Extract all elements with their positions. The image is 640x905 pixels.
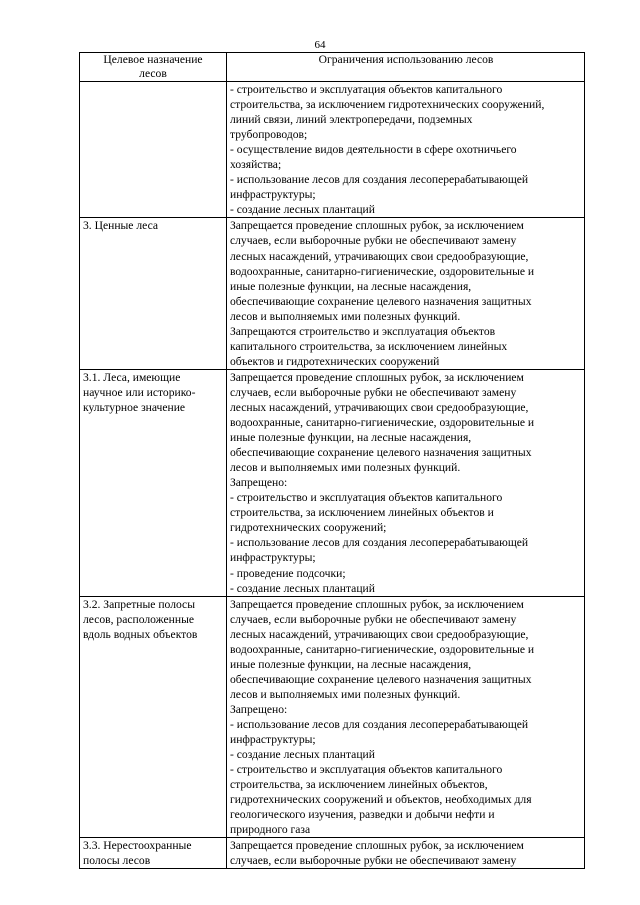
restriction-line: объектов и гидротехнических сооружений	[230, 354, 440, 368]
restriction-line: - осуществление видов деятельности в сфере охотничьего	[230, 143, 517, 157]
restriction-line: Запрещается проведение сплошных рубок, за исключением	[230, 839, 524, 853]
restrictions-cell	[227, 218, 585, 369]
restriction-line: - строительство и эксплуатация объектов капитального	[230, 763, 503, 777]
restriction-line: гидротехнических сооружений;	[230, 521, 387, 535]
restriction-line: - использование лесов для создания лесоперерабатывающей	[230, 536, 529, 550]
restriction-line: обеспечивающие сохранение целевого назначения защитных	[230, 672, 532, 686]
restriction-line: случаев, если выборочные рубки не обеспечивают замену	[230, 612, 517, 626]
restriction-line: строительства, за исключением гидротехнических сооружений,	[230, 98, 545, 112]
restriction-line: - создание лесных плантаций	[230, 581, 375, 595]
restriction-line: инфраструктуры;	[230, 733, 316, 747]
restriction-line: лесных насаждений, утрачивающих свои средообразующие,	[230, 400, 529, 414]
restriction-line: обеспечивающие сохранение целевого назначения защитных	[230, 446, 532, 460]
table-row	[80, 82, 585, 218]
restriction-line: хозяйства;	[230, 158, 282, 172]
table-row	[80, 369, 585, 596]
purpose-line: вдоль водных объектов	[83, 627, 198, 641]
restriction-line: случаев, если выборочные рубки не обеспечивают замену	[230, 385, 517, 399]
forest-restrictions-table	[79, 52, 585, 869]
restriction-line: Запрещается проведение сплошных рубок, за исключением	[230, 219, 524, 233]
restrictions-cell	[227, 82, 585, 218]
purpose-line: 3.2. Запретные полосы	[83, 597, 195, 611]
purpose-cell	[80, 82, 227, 218]
restriction-line: иные полезные функции, на лесные насаждения,	[230, 657, 472, 671]
restriction-line: водоохранные, санитарно-гигиенические, оздоровительные и	[230, 642, 535, 656]
purpose-line: культурное значение	[83, 400, 186, 414]
restriction-line: природного газа	[230, 823, 311, 837]
restriction-line: - проведение подсочки;	[230, 566, 346, 580]
purpose-line: научное или историко-	[83, 385, 196, 399]
purpose-cell	[80, 218, 227, 369]
restrictions-cell	[227, 838, 585, 869]
restriction-line: - строительство и эксплуатация объектов капитального	[230, 83, 503, 96]
purpose-cell	[80, 596, 227, 838]
restriction-line: Запрещается проведение сплошных рубок, за исключением	[230, 597, 524, 611]
restriction-line: гидротехнических сооружений и объектов, необходимых для	[230, 793, 532, 807]
restriction-line: - создание лесных плантаций	[230, 748, 375, 762]
restriction-line: обеспечивающие сохранение целевого назначения защитных	[230, 294, 532, 308]
page-number: 64	[314, 39, 326, 51]
table-row	[80, 838, 585, 869]
restrictions-cell	[227, 596, 585, 838]
purpose-line: полосы лесов	[83, 854, 151, 868]
restriction-line: Запрещено:	[230, 702, 288, 716]
header-restrictions: Ограничения использованию лесов	[227, 53, 585, 82]
restriction-line: строительства, за исключением линейных объектов,	[230, 778, 488, 792]
purpose-line: 3.3. Нерестоохранные	[83, 839, 192, 853]
restriction-line: водоохранные, санитарно-гигиенические, оздоровительные и	[230, 416, 535, 430]
restrictions-cell	[227, 369, 585, 596]
purpose-line: 3.1. Леса, имеющие	[83, 370, 181, 384]
restriction-line: - строительство и эксплуатация объектов капитального	[230, 491, 503, 505]
restriction-line: - использование лесов для создания лесоперерабатывающей	[230, 173, 529, 187]
restriction-line: лесных насаждений, утрачивающих свои средообразующие,	[230, 627, 529, 641]
purpose-line: лесов, расположенные	[83, 612, 195, 626]
restriction-line: лесных насаждений, утрачивающих свои средообразующие,	[230, 249, 529, 263]
restriction-line: строительства, за исключением линейных объектов и	[230, 506, 494, 520]
restriction-line: лесов и выполняемых ими полезных функций.	[230, 461, 461, 475]
table-row	[80, 596, 585, 838]
restriction-line: капитального строительства, за исключением линейных	[230, 339, 508, 353]
restriction-line: инфраструктуры;	[230, 188, 316, 202]
table-body	[80, 82, 585, 869]
table-row	[80, 218, 585, 369]
restriction-line: водоохранные, санитарно-гигиенические, оздоровительные и	[230, 264, 535, 278]
restriction-line: Запрещается проведение сплошных рубок, за исключением	[230, 370, 524, 384]
restriction-line: инфраструктуры;	[230, 551, 316, 565]
purpose-line: 3. Ценные леса	[83, 219, 159, 233]
restriction-line: - использование лесов для создания лесоперерабатывающей	[230, 717, 529, 731]
header-purpose: Целевое назначение лесов	[80, 53, 227, 82]
restriction-line: Запрещаются строительство и эксплуатация объектов	[230, 324, 496, 338]
purpose-cell	[80, 838, 227, 869]
restriction-line: геологического изучения, разведки и добычи нефти и	[230, 808, 495, 822]
restriction-line: иные полезные функции, на лесные насаждения,	[230, 431, 472, 445]
restriction-line: линий связи, линий электропередачи, подземных	[230, 113, 473, 127]
restriction-line: случаев, если выборочные рубки не обеспечивают замену	[230, 854, 517, 868]
restriction-line: случаев, если выборочные рубки не обеспечивают замену	[230, 234, 517, 248]
purpose-cell	[80, 369, 227, 596]
restriction-line: трубопроводов;	[230, 128, 308, 142]
restriction-line: иные полезные функции, на лесные насаждения,	[230, 279, 472, 293]
restriction-line: Запрещено:	[230, 476, 288, 490]
restriction-line: лесов и выполняемых ими полезных функций.	[230, 687, 461, 701]
restriction-line: лесов и выполняемых ими полезных функций.	[230, 309, 461, 323]
restriction-line: - создание лесных плантаций	[230, 203, 375, 217]
table-header-row	[80, 53, 585, 82]
